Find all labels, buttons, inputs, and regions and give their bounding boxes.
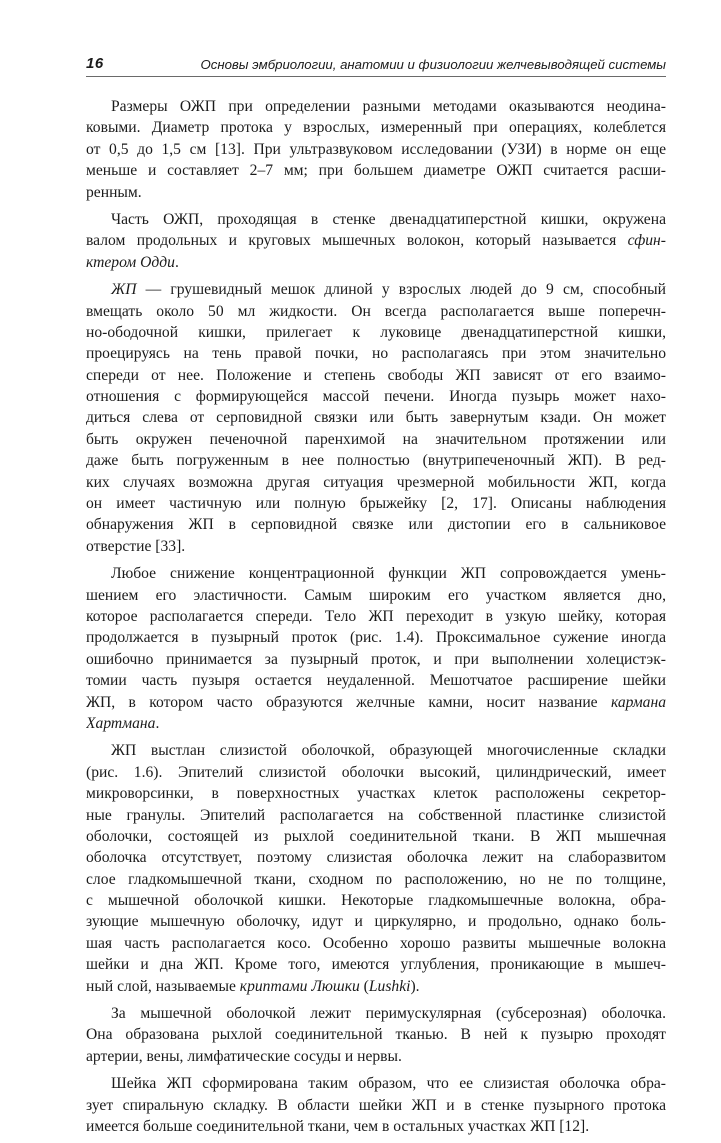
text-run: ковыми. Диаметр протока у взрослых, измеренный при операциях, колеблется bbox=[86, 119, 666, 137]
text-run: зует спиральную складку. В области шейки ЖП и в стенке пузырного протока bbox=[86, 1096, 666, 1114]
text-line bbox=[86, 252, 666, 273]
text-run: имеется больше соединительной ткани, чем в остальных участках ЖП [12]. bbox=[86, 1117, 590, 1135]
text-line bbox=[86, 301, 666, 322]
text-run: артерии, вены, лимфатические сосуды и нервы. bbox=[86, 1047, 402, 1065]
text-run: отверстие [33]. bbox=[86, 537, 186, 555]
text-line bbox=[86, 713, 666, 734]
text-run: микроворсинки, в поверхностных участках клеток расположены секретор- bbox=[86, 785, 666, 803]
text-run: слое гладкомышечной ткани, сходном по расположению, но не по толщине, bbox=[86, 870, 666, 888]
paragraph bbox=[86, 209, 666, 273]
text-line bbox=[86, 933, 666, 954]
text-line bbox=[86, 117, 666, 138]
text-run: ЖП, в котором часто образуются желчные камни, носит название bbox=[86, 693, 611, 711]
text-run: Размеры ОЖП при определении разными методами оказываются неодина- bbox=[111, 98, 666, 115]
italic-term: Хартмана bbox=[86, 714, 156, 732]
text-run: ный слой, называемые bbox=[86, 977, 240, 995]
text-run: шейки и дна ЖП. Кроме того, имеются углубления, проникающие в мышеч- bbox=[86, 956, 666, 974]
text-run: ( bbox=[359, 977, 369, 995]
text-run: оболочка отсутствует, поэтому слизистая оболочка лежит на слаборазвитом bbox=[86, 849, 666, 867]
italic-term: криптами Люшки bbox=[239, 977, 360, 995]
paragraph bbox=[86, 96, 666, 203]
italic-term: ктером Одди bbox=[86, 253, 175, 271]
text-line bbox=[86, 692, 666, 713]
text-run: валом продольных и круговых мышечных волокон, который называется bbox=[86, 232, 628, 250]
text-run: оболочки, состоящей из рыхлой соединительной ткани. В ЖП мышечная bbox=[86, 827, 666, 845]
text-line bbox=[86, 563, 666, 584]
body-text bbox=[86, 96, 666, 1143]
text-line bbox=[86, 869, 666, 890]
text-line bbox=[86, 1024, 666, 1045]
italic-term: сфин- bbox=[627, 232, 666, 250]
text-run: даже быть погруженным в нее полностью (внутрипеченочный ЖП). В ред- bbox=[86, 452, 666, 470]
text-run: ренным. bbox=[86, 183, 142, 201]
italic-term: кармана bbox=[610, 693, 666, 711]
text-run: ). bbox=[410, 977, 420, 995]
text-line bbox=[86, 472, 666, 493]
text-line bbox=[86, 826, 666, 847]
text-run: ные гранулы. Эпителий располагается на собственной пластинке слизистой bbox=[86, 806, 666, 824]
text-line bbox=[86, 1116, 666, 1137]
text-run: он имеет частичную или полную брыжейку [2, 17]. Описаны наблюдения bbox=[86, 495, 666, 513]
text-run: За мышечной оболочкой лежит перимускулярная (субсерозная) оболочка. bbox=[111, 1005, 666, 1023]
text-line bbox=[86, 762, 666, 783]
text-line bbox=[86, 606, 666, 627]
text-line bbox=[86, 805, 666, 826]
text-line bbox=[86, 365, 666, 386]
italic-term: Lushki bbox=[368, 977, 411, 995]
text-run: от 0,5 до 1,5 см [13]. При ультразвуковом исследовании (УЗИ) в норме он еще bbox=[86, 140, 666, 158]
text-run: Шейка ЖП сформирована таким образом, что ее слизистая оболочка обра- bbox=[111, 1075, 666, 1093]
text-line bbox=[86, 160, 666, 181]
text-run: но-ободочной кишки, прилегает к луковице двенадцатиперстной кишки, bbox=[86, 323, 666, 341]
text-line bbox=[86, 1003, 666, 1024]
text-line bbox=[86, 890, 666, 911]
text-run: ких случаях возможна другая ситуация чрезмерной мобильности ЖП, когда bbox=[86, 473, 666, 491]
text-line bbox=[86, 627, 666, 648]
text-run: (рис. 1.6). Эпителий слизистой оболочки высокий, цилиндрический, имеет bbox=[86, 763, 666, 781]
text-line bbox=[86, 1095, 666, 1116]
paragraph bbox=[86, 740, 666, 997]
text-line bbox=[86, 429, 666, 450]
text-line bbox=[86, 230, 666, 251]
text-line bbox=[86, 407, 666, 428]
text-line bbox=[86, 670, 666, 691]
text-run: с мышечной оболочкой кишки. Некоторые гладкомышечные волокна, обра- bbox=[86, 892, 666, 910]
text-line bbox=[86, 279, 666, 300]
italic-term: ЖП bbox=[111, 281, 137, 299]
text-line bbox=[86, 493, 666, 514]
running-header bbox=[86, 54, 666, 77]
text-run: Часть ОЖП, проходящая в стенке двенадцатиперстной кишки, окружена bbox=[111, 210, 666, 228]
text-run: зующие мышечную оболочку, идут и циркулярно, и продольно, однако боль- bbox=[86, 913, 666, 931]
text-run: ошибочно принимается за пузырный проток, и при выполнении холецистэк- bbox=[86, 650, 666, 668]
text-run: Любое снижение концентрационной функции ЖП сопровождается умень- bbox=[111, 565, 666, 583]
text-run: — грушевидный мешок длиной у взрослых людей до 9 см, способный bbox=[136, 281, 666, 299]
text-run: шением его эластичности. Самым широким его участком является дно, bbox=[86, 586, 666, 604]
text-line bbox=[86, 182, 666, 203]
text-line bbox=[86, 847, 666, 868]
text-run: Она образована рыхлой соединительной тканью. В ней к пузырю проходят bbox=[86, 1026, 666, 1044]
text-line bbox=[86, 514, 666, 535]
paragraph bbox=[86, 563, 666, 734]
text-run: ЖП выстлан слизистой оболочкой, образующей многочисленные складки bbox=[111, 742, 666, 760]
text-run: быть окружен печеночной паренхимой на значительном протяжении или bbox=[86, 430, 666, 448]
text-run: отношения с формирующейся массой печени. Иногда пузырь может нахо- bbox=[86, 388, 666, 406]
text-line bbox=[86, 1073, 666, 1094]
text-line bbox=[86, 1046, 666, 1067]
text-run: которое располагается спереди. Тело ЖП переходит в узкую шейку, которая bbox=[86, 607, 666, 625]
text-run: шая часть располагается косо. Особенно хорошо развиты мышечные волокна bbox=[86, 934, 666, 952]
text-line bbox=[86, 343, 666, 364]
text-line bbox=[86, 450, 666, 471]
text-line bbox=[86, 209, 666, 230]
text-line bbox=[86, 976, 666, 997]
text-run: . bbox=[155, 714, 160, 732]
text-line bbox=[86, 783, 666, 804]
text-line bbox=[86, 536, 666, 557]
text-run: спереди от нее. Положение и степень свободы ЖП зависят от его взаимо- bbox=[86, 366, 666, 384]
text-run: вмещать около 50 мл жидкости. Он всегда располагается выше поперечн- bbox=[86, 302, 666, 320]
text-line bbox=[86, 585, 666, 606]
paragraph bbox=[86, 279, 666, 557]
text-run: проецируясь на тень правой почки, но располагаясь при этом значительно bbox=[86, 345, 666, 363]
text-line bbox=[86, 96, 666, 117]
running-title: Основы эмбриологии, анатомии и физиологии желчевыводящей системы bbox=[200, 57, 666, 72]
text-run: . bbox=[174, 253, 179, 271]
text-line bbox=[86, 649, 666, 670]
text-run: диться слева от серповидной связки или быть завернутым кзади. Он может bbox=[86, 409, 666, 427]
text-line bbox=[86, 911, 666, 932]
text-run: продолжается в пузырный проток (рис. 1.4). Проксимальное сужение иногда bbox=[86, 629, 666, 647]
text-line bbox=[86, 386, 666, 407]
text-line bbox=[86, 954, 666, 975]
paragraph bbox=[86, 1003, 666, 1067]
text-run: томии часть пузыря остается неудаленной. Мешотчатое расширение шейки bbox=[86, 672, 666, 690]
text-line bbox=[86, 322, 666, 343]
paragraph bbox=[86, 1073, 666, 1137]
page-number: 16 bbox=[86, 55, 104, 72]
text-run: меньше и составляет 2–7 мм; при большем диаметре ОЖП считается расши- bbox=[86, 162, 666, 180]
text-run: обнаружения ЖП в серповидной связке или дистопии его в сальниковое bbox=[86, 516, 666, 534]
text-line bbox=[86, 139, 666, 160]
text-line bbox=[86, 740, 666, 761]
